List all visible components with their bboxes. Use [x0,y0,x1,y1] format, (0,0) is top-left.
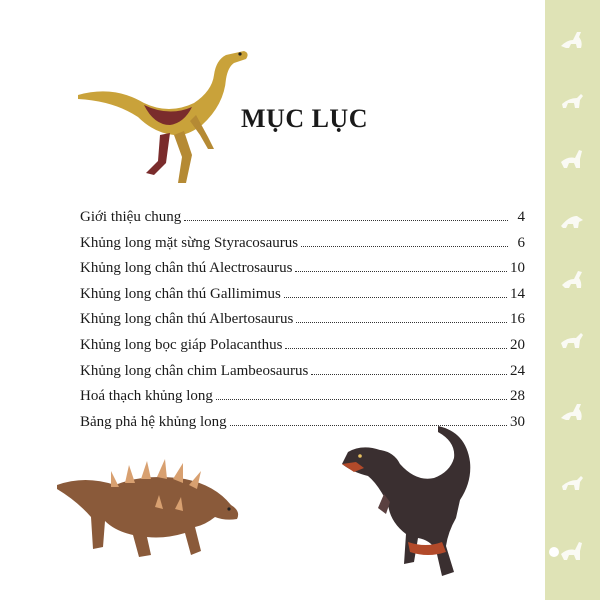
toc-entry-label: Khủng long mặt sừng Styracosaurus [80,234,299,251]
toc-entry[interactable] [80,359,525,385]
toc-entry-label: Khủng long chân chim Lambeosaurus [80,362,309,379]
toc-entry-page: 14 [510,285,525,302]
toc-entry-page: 24 [510,362,525,379]
toc-entry-page: 16 [510,311,525,328]
dinosaur-silhouette-icon [559,88,585,110]
toc-leader-dots [296,322,507,323]
toc-entry-page: 20 [510,336,525,353]
toc-entry-page: 4 [517,209,525,225]
toc-entry-label: Khủng long chân thú Alectrosaurus [80,260,293,277]
binder-hole [549,547,559,557]
toc-leader-dots [295,271,507,272]
gallimimus-illustration [74,45,254,195]
toc-leader-dots [284,297,507,298]
toc-entry-label: Giới thiệu chung [80,209,182,225]
toc-leader-dots [285,348,507,349]
toc-leader-dots [311,374,507,375]
toc-leader-dots [216,399,507,400]
table-of-contents [80,205,525,435]
dinosaur-silhouette-icon [559,328,585,350]
dinosaur-silhouette-icon [559,400,585,422]
polacanthus-illustration [55,455,245,565]
toc-entry[interactable] [80,256,525,282]
toc-entry-label: Khủng long chân thú Albertosaurus [80,311,294,328]
toc-entry-label: Khủng long bọc giáp Polacanthus [80,336,283,353]
toc-entry[interactable] [80,205,525,231]
dinosaur-silhouette-icon [559,470,585,492]
dinosaur-silhouette-icon [559,540,585,562]
toc-entry-label: Hoá thạch khủng long [80,388,213,405]
toc-entry[interactable] [80,282,525,308]
toc-entry[interactable] [80,333,525,359]
toc-leader-dots [301,246,508,247]
toc-entry-page: 6 [517,234,525,251]
toc-entry-label: Khủng long chân thú Gallimimus [80,285,281,302]
toc-entry-page: 30 [510,413,525,430]
toc-entry[interactable] [80,231,525,257]
toc-entry[interactable] [80,384,525,410]
dinosaur-silhouette-icon [559,28,585,50]
decorative-side-strip [545,0,600,600]
toc-leader-dots [184,220,508,221]
albertosaurus-illustration [338,422,488,582]
toc-entry-page: 28 [510,388,525,405]
toc-entry[interactable] [80,307,525,333]
toc-entry-page: 10 [510,260,525,277]
page-title: MỤC LỤC [241,104,368,133]
dinosaur-silhouette-icon [559,208,585,230]
dinosaur-silhouette-icon [559,268,585,290]
dinosaur-silhouette-icon [559,148,585,170]
toc-entry-label: Bảng phả hệ khủng long [80,413,227,430]
